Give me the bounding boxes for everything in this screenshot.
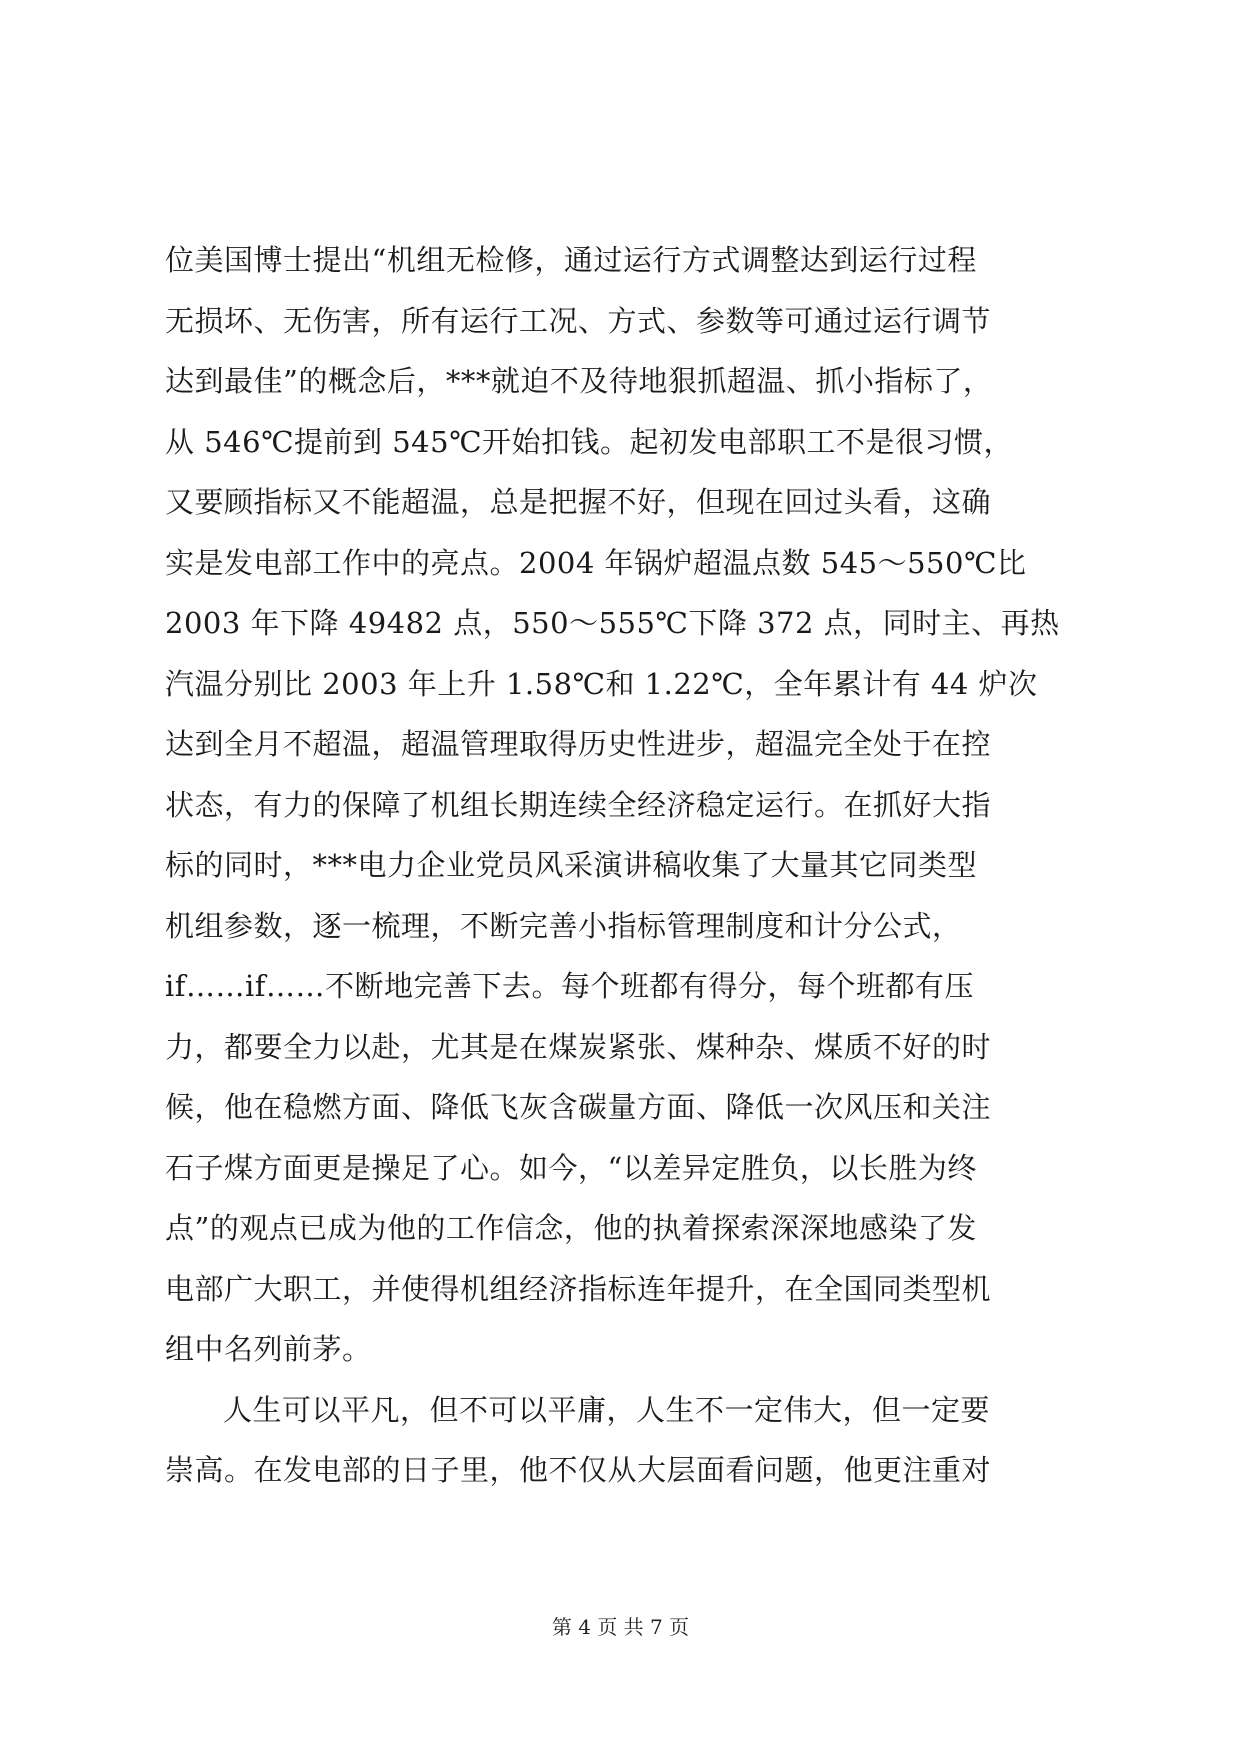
text-line-indented: 人生可以平凡，但不可以平庸，人生不一定伟大，但一定要: [223, 1392, 991, 1427]
text-line: 候，他在稳燃方面、降低飞灰含碳量方面、降低一次风压和关注: [165, 1090, 992, 1124]
text-line: 点”的观点已成为他的工作信念，他的执着探索深深地感染了发: [165, 1211, 977, 1245]
text-line: 达到最佳”的概念后，***就迫不及待地狠抓超温、抓小指标了，: [165, 364, 993, 398]
text-line: 力，都要全力以赴，尤其是在煤炭紧张、煤种杂、煤质不好的时: [165, 1029, 992, 1064]
text-line: 达到全月不超温，超温管理取得历史性进步，超温完全处于在控: [165, 727, 992, 761]
text-line: 机组参数，逐一梳理，不断完善小指标管理制度和计分公式，: [165, 908, 962, 943]
text-line: 汽温分别比 2003 年上升 1.58℃和 1.22℃，全年累计有 44 炉次: [165, 666, 1038, 701]
text-line: 标的同时，***电力企业党员风采演讲稿收集了大量其它同类型: [165, 848, 978, 882]
text-line: 电部广大职工，并使得机组经济指标连年提升，在全国同类型机: [165, 1271, 992, 1306]
text-line: if……if……不断地完善下去。每个班都有得分，每个班都有压: [165, 969, 975, 1003]
text-line: 无损坏、无伤害，所有运行工况、方式、参数等可通过运行调节: [165, 303, 992, 338]
text-line: 位美国博士提出“机组无检修，通过运行方式调整达到运行过程: [165, 243, 977, 277]
text-line: 2003 年下降 49482 点，550～555℃下降 372 点，同时主、再热: [165, 606, 1060, 640]
text-line: 从 546℃提前到 545℃开始扣钱。起初发电部职工不是很习惯，: [165, 424, 1014, 459]
text-line: 组中名列前茅。: [165, 1332, 372, 1366]
page-number-footer: 第 4 页 共 7 页: [551, 1615, 690, 1639]
body-text: [165, 230, 1085, 1501]
text-line: 又要顾指标又不能超温，总是把握不好，但现在回过头看，这确: [165, 485, 992, 519]
text-line: 崇高。在发电部的日子里，他不仅从大层面看问题，他更注重对: [165, 1453, 992, 1487]
text-line: 状态，有力的保障了机组长期连续全经济稳定运行。在抓好大指: [165, 787, 992, 822]
text-line: 石子煤方面更是操足了心。如今，“以差异定胜负，以长胜为终: [165, 1150, 977, 1185]
text-line: 实是发电部工作中的亮点。2004 年锅炉超温点数 545～550℃比: [165, 545, 1027, 580]
